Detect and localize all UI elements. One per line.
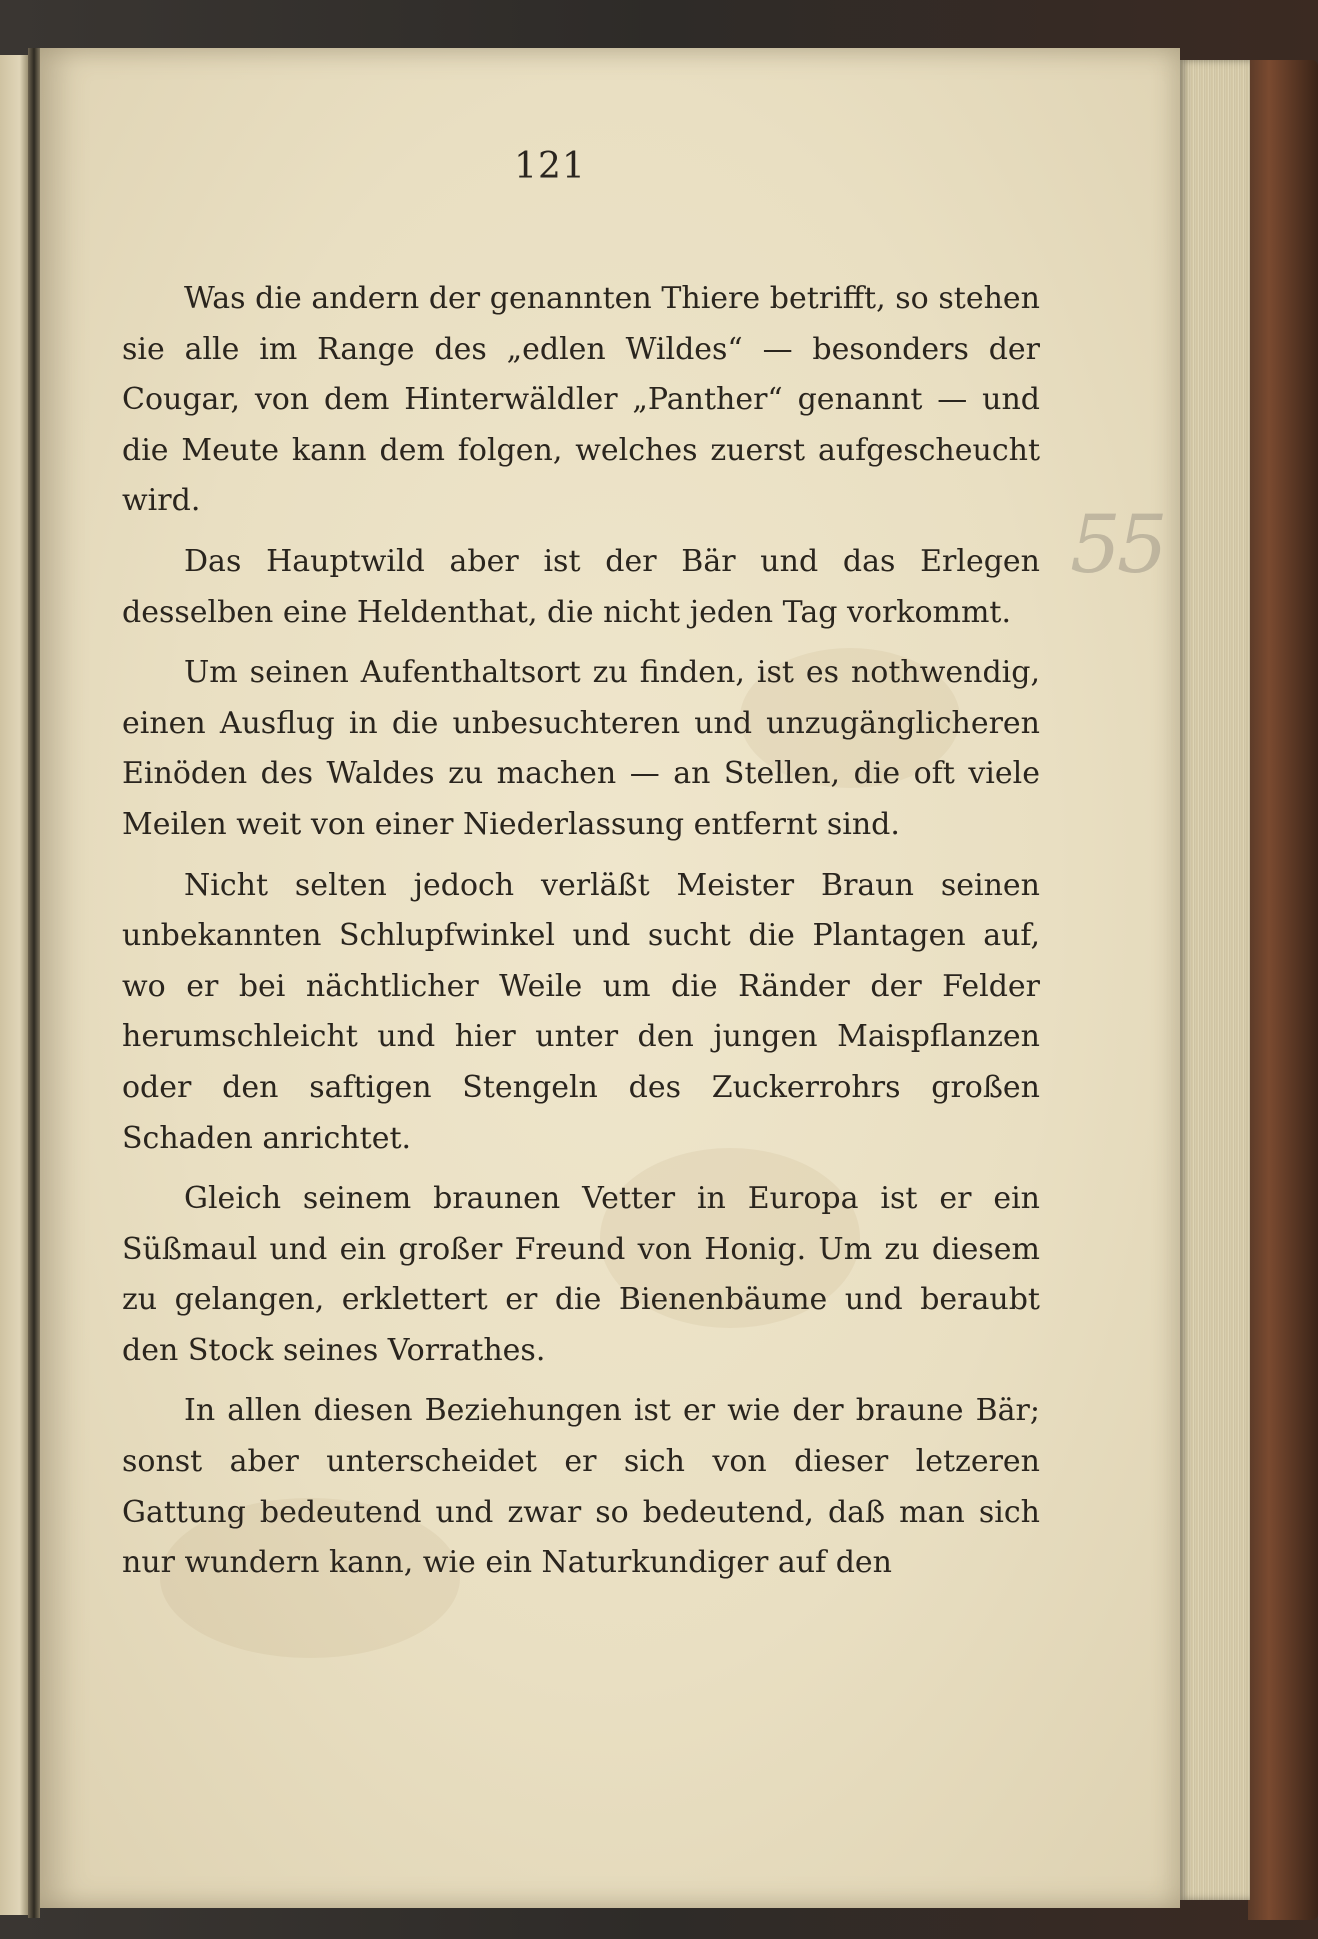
paragraph: In allen diesen Beziehungen ist er wie der braune Bär; sonst aber unterscheidet er sich von dieser letzeren Gattung bedeutend und zwar so bedeutend, daß man sich nur wundern kann, wie ein Naturkundiger auf den	[122, 1393, 1040, 1581]
body-text	[122, 274, 1040, 1589]
left-page-edge	[0, 55, 28, 1915]
margin-pencil-note: 55	[1070, 498, 1164, 591]
page-edges	[1180, 60, 1250, 1900]
paragraph: Um seinen Aufenthaltsort zu finden, ist es nothwendig, einen Ausflug in die unbesuchteren und unzugänglicheren Einöden des Waldes zu machen — an Stellen, die oft viele Meilen weit von einer Niederlassung entfernt sind.	[122, 655, 1040, 842]
paragraph: Was die andern der genannten Thiere betrifft, so stehen sie alle im Range des „edlen Wildes“ — besonders der Cougar, von dem Hinterwäldler „Panther“ genannt — und die Meute kann dem folgen, welches zuerst aufgescheucht wird.	[122, 281, 1040, 519]
paragraph: Gleich seinem braunen Vetter in Europa ist er ein Süßmaul und ein großer Freund von Honig. Um zu diesem zu gelangen, erklettert er die Bienenbäume und beraubt den Stock seines Vorrathes.	[122, 1181, 1040, 1368]
book-gutter	[28, 48, 40, 1918]
paragraph: Das Hauptwild aber ist der Bär und das Erlegen desselben eine Heldenthat, die nicht jeden Tag vorkommt.	[122, 543, 1040, 630]
book-cover-edge	[1248, 60, 1318, 1920]
book-page	[40, 48, 1180, 1908]
paragraph: Nicht selten jedoch verläßt Meister Braun seinen unbekannten Schlupfwinkel und sucht die Plantagen auf, wo er bei nächtlicher Weile um die Ränder der Felder herumschleicht und hier unter den jungen Maispflanzen oder den saftigen Stengeln des Zuckerrohrs großen Schaden anrichtet.	[122, 867, 1040, 1156]
page-number: 121	[514, 146, 586, 187]
